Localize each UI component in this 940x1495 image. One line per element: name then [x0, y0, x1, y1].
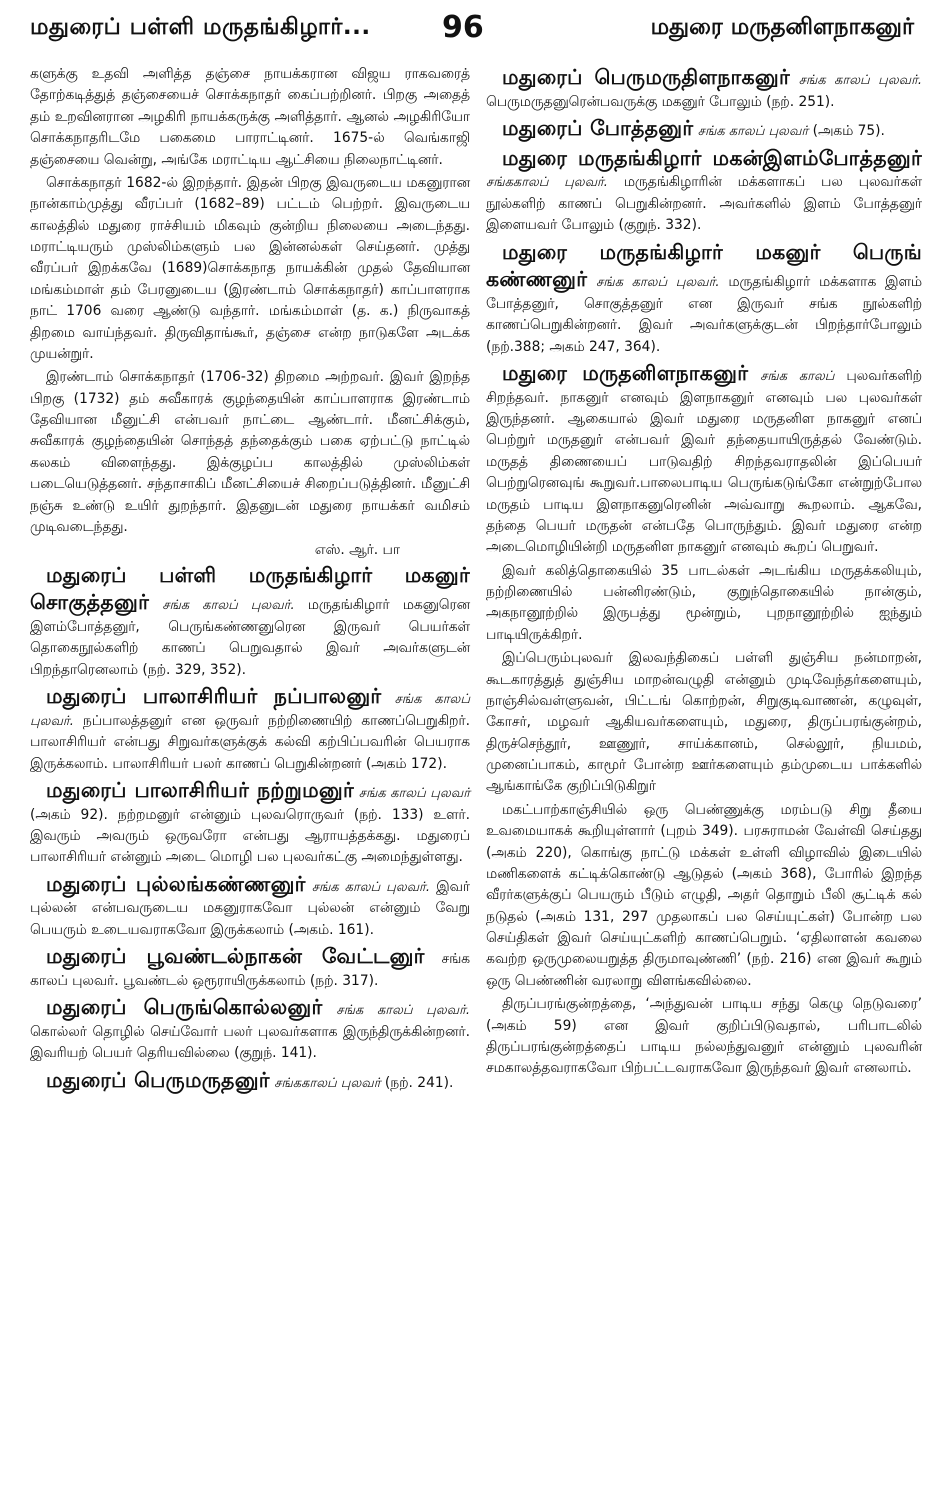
- paragraph: திருப்பரங்குன்றத்தை, ‘அந்துவன் பாடிய சந்து கெழு நெடுவரை’ (அகம் 59) என இவர் குறிப்பிடுவதால், பரிபாடலில் திருப்பரங்குன்றத்தைப் பாடிய நல்லந்துவனுர் என்னும் புலவரின் சமகாலத்தவராகவோ பிற்பட்டவராகவோ இருந்தவர் இவர் எனலாம்.: [486, 996, 922, 1077]
- entry-headword: மதுரைப் பாலாசிரியர் நற்றுமனுர்: [46, 777, 354, 802]
- entry-tag: சங்க காலப் புலவர்: [358, 785, 470, 801]
- page-number: 96: [442, 10, 484, 45]
- entry: [486, 145, 922, 237]
- entry-text: (அகம் 92). நற்றமனுர் என்னும் புலவரொருவர் (நற். 133) உளர். இவரும் அவரும் ஒருவரோ என்பது ஆராயத்தக்கது. மதுரைப் பாலாசிரியர் என்னும் அடை மொழி பல புலவர்கட்கு அமைந்துள்ளது.: [30, 806, 470, 866]
- entry: [30, 562, 470, 681]
- paragraph: இப்பெரும்புலவர் இலவந்திகைப் பள்ளி துஞ்சிய நன்மாறன், கூடகாரத்துத் துஞ்சிய மாறன்வழுதி என்னும் முடிவேந்தர்களையும், நாஞ்சில்வள்ளுவன், பிட்டங் கொற்றன், சிறுகுடிவாணன், கழுவுள், கோசர், மழவர் ஆகியவர்களையும், மதுரை, திருப்பரங்குன்றம், திருச்செந்தூர், ஊணூர், சாய்க்கானம், செல்லூர், நியமம், முனைப்பாகம், காமூர் போன்ற ஊர்களையும் தம்முடைய பாக்களில் ஆங்காங்கே குறிப்பிடுகிறுர்: [486, 650, 922, 795]
- paragraph: இரண்டாம் சொக்கநாதர் (1706-32) திறமை அற்றவர். இவர் இறந்த பிறகு (1732) தம் சுவீகாரக் குழந்தையின் காப்பாளராக இரண்டாம் தேவியான மீனுட்சி என்பவர் நாட்டை ஆண்டார். மீனட்சிக்கும், சுவீகாரக் குழந்தையின் சொந்தத் தந்தைக்கும் பகை ஏற்பட்டு நாட்டில் கலகம் விளைந்தது. இக்குழப்ப காலத்தில் முஸ்லிம்கள் படையெடுத்தனர். சந்தாசாகிப் மீனட்சியைச் சிறைப்படுத்தினர். மீனுட்சி நஞ்சு உண்டு உயிர் துறந்தார். இதனுடன் மதுரை நாயக்கர் வமிசம் முடிவடைந்தது.: [30, 369, 470, 535]
- entry: [30, 683, 470, 775]
- entry: [486, 115, 922, 143]
- left-column: [30, 64, 470, 1096]
- entry: [486, 64, 922, 113]
- entry-text: பெருமருதனுரென்பவருக்கு மகனுர் போலும் (நற். 251).: [486, 93, 835, 110]
- entry-tag: சங்ககாலப் புலவர்.: [486, 175, 608, 191]
- paragraph: மகட்பாற்காஞ்சியில் ஒரு பெண்ணுக்கு மரம்படு சிறு தீயை உவமையாகக் கூறியுள்ளார் (புறம் 349). பரசுராமன் வேள்வி செய்தது (அகம் 220), கொங்கு நாட்டு மக்கள் உள்ளி விழாவில் இடையில் மணிகளைக் கட்டிக்கொண்டு ஆடுதல் (அகம் 368), போரில் இறந்த வீரர்களுக்குப் பெயரும் பீடும் எழுதி, அதர் தொறும் பீலி சூட்டிக் கல் நடுதல் (அகம் 131, 297 முதலாகப் பல செய்யுட்கள்) போன்ற பல செய்திகள் இவர் செய்யுட்களிற் காணப்பெறும். ‘ஏதிலாளன் கவலை கவற்ற ஒருமுலையறுத்த திருமாவுண்ணி’ (நற். 216) என இவர் கூறும் ஒரு பெண்ணின் வரலாறு விளங்கவில்லை.: [486, 801, 922, 989]
- entry-tag: சங்க காலப் புலவர்: [697, 124, 809, 140]
- entry-text: இவர் புல்லன் என்பவருடைய மகனுராகவோ புல்லன் என்னும் வேறு பெயரும் உடையவராகவோ இருக்கலாம் (அகம். 161).: [30, 878, 470, 938]
- paragraph: களுக்கு உதவி அளித்த தஞ்சை நாயக்கரான விஜய ராகவரைத் தோற்கடித்துத் தஞ்சையைச் சொக்கநாதர் கைப்பற்றினர். பிறகு அதைத் தம் உறவினரான அழகிரி நாயக்கருக்கு அளித்தார். ஆனல் அழகிரியோ சொக்கநாதரிடமே பகைமை பாராட்டினர். 1675-ல் வெங்காஜி தஞ்சையை வென்று, அங்கே மராட்டிய ஆட்சியை நிலைநாட்டினர்.: [30, 66, 470, 168]
- entry-headword: மதுரைப் பள்ளி மருதங்கிழார் மகனுர் சொகுத்தனுர்: [30, 562, 470, 615]
- entry: [486, 239, 922, 358]
- entry: [30, 943, 470, 992]
- entry-tag: சங்க காலப் புலவர்.: [596, 275, 720, 291]
- entry-tag: சங்ககாலப் புலவர்: [274, 1075, 381, 1091]
- entry-tag: சங்க காலப் புலவர்.: [336, 1003, 470, 1019]
- entry-headword: மதுரைப் பெருங்கொல்லனுர்: [46, 995, 323, 1020]
- entry-text: (அகம் 75).: [812, 123, 885, 140]
- paragraph: சொக்கநாதர் 1682-ல் இறந்தார். இதன் பிறகு இவருடைய மகனுரான நான்காம்முத்து வீரப்பர் (1682–89) பட்டம் பெற்றர். இவருடைய காலத்தில் மதுரை ராச்சியம் மிகவும் குன்றிய நிலையை அடைந்தது. மராட்டியரும் முஸ்லிம்களும் பல இன்னல்கள் செய்தனர். முத்து வீரப்பர் இறக்கவே (1689)சொக்கநாத நாயக்கின் முதல் தேவியான மங்கம்மாள் தம் பேரனுடைய (இரண்டாம் சொக்கநாதர்) காப்பாளராக நாட் 1706 வரை ஆண்டு வந்தார். மங்கம்மாள் (த. க.) நிருவாகத் திறமை வாய்ந்தவர். திருவிதாங்கூர், தஞ்சை என்ற நாடுகளே அடக்க முயன்றுர்.: [30, 174, 470, 362]
- entry-tag: சங்க காலப் புலவர்.: [798, 73, 923, 88]
- entry-text: மருதங்கிழார் மகனுரென இளம்போத்தனுர், பெருங்கண்ணனுரென இருவர் பெயர்கள் தொகைநூல்களிற் காணப் பெறுவதால் இவர் அவர்களுடன் பிறந்தாரெனலாம் (நற். 329, 352).: [30, 597, 470, 678]
- entry-text: சங்க காலப் புலவர். பூவண்டல் ஒரூராயிருக்கலாம் (நற். 317).: [30, 951, 470, 989]
- entry: [486, 360, 922, 559]
- author-signature: எஸ். ஆர். பா: [314, 542, 400, 559]
- entry-text: மருதங்கிழாரின் மக்களாகப் பல புலவர்கள் நூல்களிற் காணப் பெறுகின்றனர். அவர்களில் இளம் போத்தனுர் இளையவர் போலும் (குறுந். 332).: [486, 174, 922, 234]
- entry-headword: மதுரைப் பெருமருதனுர்: [46, 1067, 270, 1092]
- entry-headword: மதுரை மருதங்கிழார் மகனுர் பெருங் கண்ணனுர்: [486, 239, 922, 292]
- running-head-left: மதுரைப் பள்ளி மருதங்கிழார்...: [30, 14, 371, 40]
- entry-headword: மதுரைப் பெருமருதிளநாகனுர்: [502, 65, 790, 89]
- entry-headword: மதுரை மருதங்கிழார் மகன்இளம்போத்தனுர்: [502, 145, 922, 170]
- entry-tag: சங்க காலப்: [760, 368, 835, 384]
- running-head-right: மதுரை மருதனிளநாகனுர்: [650, 14, 914, 40]
- entry-text: நப்பாலத்தனுர் என ஒருவர் நற்றிணையிற் காணப்பெறுகிறர். பாலாசிரியர் என்பது சிறுவர்களுக்குக் கல்வி கற்பிப்பவரின் பெயராக இருக்கலாம். பாலாசிரியர் பலர் காணப் பெறுகின்றனர் (அகம் 172).: [30, 712, 470, 772]
- entry: [30, 777, 470, 869]
- entry-tag: சங்க காலப் புலவர்.: [311, 879, 430, 895]
- entry: [30, 994, 470, 1064]
- entry-headword: மதுரைப் பாலாசிரியர் நப்பாலனுர்: [46, 684, 382, 709]
- entry-text: மருதங்கிழார் மக்களாக இளம் போத்தனுர், சொகுத்தனுர் என இருவர் சங்க நூல்களிற் காணப்பெறுகின்றனர். இவர் அவர்களுக்குடன் பிறந்தார்போலும் (நற்.388; அகம் 247, 364).: [486, 274, 923, 355]
- entry-tag: சங்க காலப் புலவர்.: [30, 692, 470, 729]
- paragraph: இவர் கலித்தொகையில் 35 பாடல்கள் அடங்கிய மருதக்கலியும், நற்றிணையில் பன்னிரண்டும், குறுந்தொகையில் நான்கும், அகநானூற்றில் இருபத்து மூன்றும், புறநானூற்றில் ஐந்தும் பாடியிருக்கிறர்.: [486, 562, 922, 643]
- entry-text: புலவர்களிற் சிறந்தவர். நாகனுர் எனவும் இளநாகனுர் எனவும் பல புலவர்கள் இருந்தனர். ஆகையால் இவர் மதுரை மருதனிள நாகனுர் எனப் பெற்றுர் மருதனுர் என்பவர் இவர் தந்தையாயிருத்தல் வேண்டும். மருதத் திணையைப் பாடுவதிற் சிறந்தவராதலின் இப்பெயர் பெற்றுரெனவுங் கூறுவர்.பாலைபாடிய பெருங்கடுங்கோ என்றுற்போல மருதம் பாடிய இளநாகனுரெனின் அவ்வாறு கூறலாம். ஆகவே, தந்தை பெயர் மருதன் என்பதே பொருந்தும். இவர் மதுரை என்ற அடைமொழியின்றி மருதனிள நாகனுர் எனவும் கூறப் பெறுவர்.: [486, 367, 923, 556]
- page-header: [26, 10, 914, 54]
- entry-headword: மதுரைப் போத்தனுர்: [502, 116, 694, 141]
- entry-headword: மதுரைப் புல்லங்கண்ணனுர்: [46, 871, 306, 896]
- entry: [30, 1067, 470, 1095]
- entry-text: கொல்லர் தொழில் செய்வோர் பலர் புலவர்களாக இருந்திருக்கின்றனர். இவரியற் பெயர் தெரியவில்லை (குறுந். 141).: [30, 1023, 470, 1062]
- entry-headword: மதுரை மருதனிளநாகனுர்: [502, 360, 749, 385]
- entry: [30, 871, 470, 941]
- entry-tag: சங்க காலப் புலவர்.: [162, 598, 295, 614]
- entry-headword: மதுரைப் பூவண்டல்நாகன் வேட்டனுர்: [46, 944, 425, 969]
- right-column: [486, 64, 922, 1082]
- entry-text: (நற். 241).: [384, 1074, 454, 1091]
